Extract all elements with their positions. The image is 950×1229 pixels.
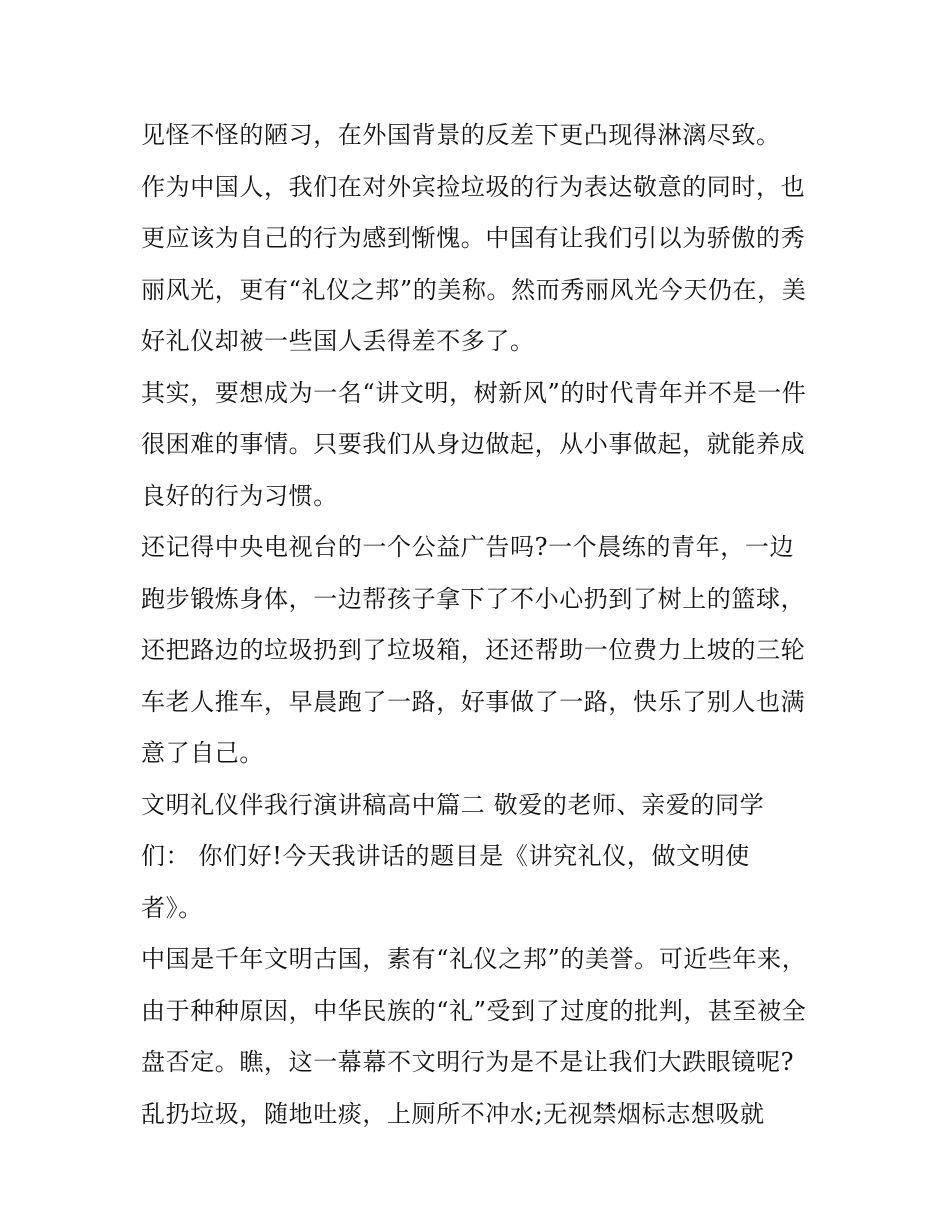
text-line: 其实，要想成为一名“讲文明，树新风”的时代青年并不是一件	[141, 378, 807, 407]
text-line: 们： 你们好!今天我讲话的题目是《讲究礼仪，做文明使	[141, 842, 750, 870]
text-line: 乱扔垃圾，随地吐痰，上厕所不冲水;无视禁烟标志想吸就	[141, 1099, 765, 1128]
text-line: 更应该为自己的行为感到惭愧。中国有让我们引以为骄傲的秀	[141, 224, 806, 252]
text-line: 者》。	[141, 893, 203, 922]
document-body	[141, 110, 821, 1140]
text-line: 车老人推车，早晨跑了一路，好事做了一路，快乐了别人也满	[141, 687, 806, 716]
text-line: 中国是千年文明古国，素有“礼仪之邦”的美誉。可近些年来，	[141, 945, 807, 973]
text-line: 见怪不怪的陋习，在外国背景的反差下更凸现得淋漓尽致。	[141, 121, 781, 149]
text-line: 丽风光，更有“礼仪之邦”的美称。然而秀丽风光今天仍在，美	[141, 275, 807, 304]
text-line: 跑步锻炼身体，一边帮孩子拿下了不小心扔到了树上的篮球，	[141, 584, 806, 613]
text-line: 文明礼仪伴我行演讲稿高中篇二 敬爱的老师、亲爱的同学	[141, 790, 765, 819]
text-line: 意了自己。	[141, 739, 264, 767]
text-line: 盘否定。瞧，这一幕幕不文明行为是不是让我们大跌眼镜呢?	[141, 1048, 795, 1076]
text-line: 很困难的事情。只要我们从身边做起，从小事做起，就能养成	[141, 430, 806, 458]
text-line: 还记得中央电视台的一个公益广告吗?一个晨练的青年，一边	[141, 533, 795, 561]
text-line: 良好的行为习惯。	[141, 481, 338, 510]
text-line: 作为中国人，我们在对外宾捡垃圾的行为表达敬意的同时，也	[141, 172, 806, 201]
text-line: 还把路边的垃圾扔到了垃圾箱，还还帮助一位费力上坡的三轮	[141, 636, 806, 664]
text-line: 由于种种原因，中华民族的“礼”受到了过度的批判，甚至被全	[141, 996, 807, 1025]
text-line: 好礼仪却被一些国人丢得差不多了。	[141, 327, 535, 355]
